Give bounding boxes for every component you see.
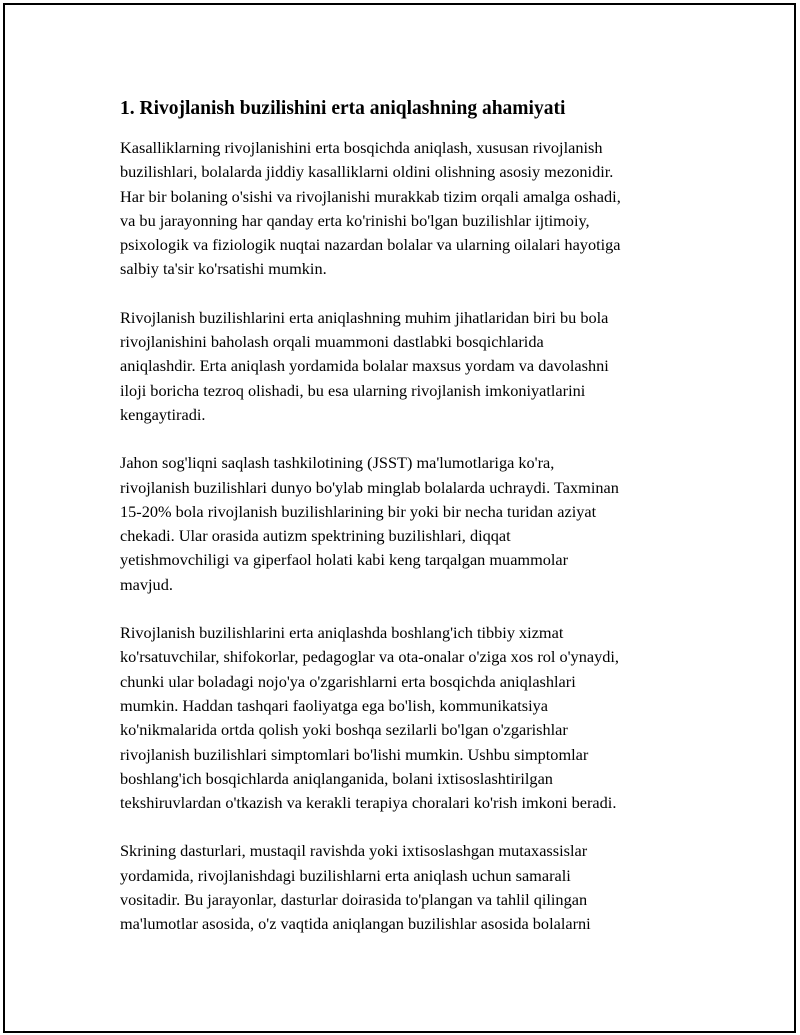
paragraph-line: rivojlanish buzilishlari simptomlari bo'lishi mumkin. Ushbu simptomlar xyxy=(120,744,589,764)
paragraph-line: ko'rsatuvchilar, shifokorlar, pedagoglar va ota-onalar o'ziga xos rol o'ynaydi, xyxy=(120,647,619,667)
paragraph-line: chekadi. Ular orasida autizm spektrining buzilishlari, diqqat xyxy=(120,526,511,546)
paragraph-line: ma'lumotlar asosida, o'z vaqtida aniqlangan buzilishlar asosida bolalarni xyxy=(120,914,591,934)
document-body xyxy=(120,97,695,961)
paragraph-line: vositadir. Bu jarayonlar, dasturlar doirasida to'plangan va tahlil qilingan xyxy=(120,890,588,910)
paragraph xyxy=(120,136,695,282)
paragraph-line: Skrining dasturlari, mustaqil ravishda yoki ixtisoslashgan mutaxassislar xyxy=(120,841,588,861)
paragraph xyxy=(120,621,695,815)
paragraph-line: psixologik va fiziologik nuqtai nazardan bolalar va ularning oilalari hayotiga xyxy=(120,235,621,255)
paragraph-line: aniqlashdir. Erta aniqlash yordamida bolalar maxsus yordam va davolashni xyxy=(120,356,609,376)
paragraph xyxy=(120,839,695,936)
paragraph-line: rivojlanish buzilishlari dunyo bo'ylab minglab bolalarda uchraydi. Taxminan xyxy=(120,477,619,497)
paragraph-line: salbiy ta'sir ko'rsatishi mumkin. xyxy=(120,259,327,279)
paragraph-line: kengaytiradi. xyxy=(120,404,206,424)
paragraph-line: Kasalliklarning rivojlanishini erta bosqichda aniqlash, xususan rivojlanish xyxy=(120,138,603,157)
paragraph-line: rivojlanishini baholash orqali muammoni dastlabki bosqichlarida xyxy=(120,332,544,352)
paragraph xyxy=(120,451,695,597)
paragraph-line: mumkin. Haddan tashqari faoliyatga ega bo'lish, kommunikatsiya xyxy=(120,695,548,715)
page-frame xyxy=(3,3,796,1033)
paragraph-list xyxy=(120,136,695,937)
paragraph-line: tekshiruvlardan o'tkazish va kerakli terapiya choralari ko'rish imkoni beradi. xyxy=(120,793,617,813)
paragraph-line: yordamida, rivojlanishdagi buzilishlarni erta aniqlash uchun samarali xyxy=(120,865,571,885)
paragraph-line: 15-20% bola rivojlanish buzilishlarining bir yoki bir necha turidan aziyat xyxy=(120,501,597,521)
paragraph-line: chunki ular boladagi nojo'ya o'zgarishlarni erta bosqichda aniqlashlari xyxy=(120,671,576,691)
paragraph-line: buzilishlari, bolalarda jiddiy kasalliklarni oldini olishning asosiy mezonidir. xyxy=(120,162,614,182)
paragraph-line: mavjud. xyxy=(120,574,173,594)
paragraph-line: Jahon sog'liqni saqlash tashkilotining (JSST) ma'lumotlariga ko'ra, xyxy=(120,453,555,473)
paragraph-line: ko'nikmalarida ortda qolish yoki boshqa sezilarli bo'lgan o'zgarishlar xyxy=(120,720,568,740)
paragraph-line: boshlang'ich bosqichlarda aniqlanganida, bolani ixtisoslashtirilgan xyxy=(120,768,553,788)
paragraph-line: iloji boricha tezroq olishadi, bu esa ularning rivojlanish imkoniyatlarini xyxy=(120,380,586,400)
paragraph-line: va bu jarayonning har qanday erta ko'rinishi bo'lgan buzilishlar ijtimoiy, xyxy=(120,210,590,230)
page-title: 1. Rivojlanish buzilishini erta aniqlashning ahamiyati xyxy=(120,98,566,119)
paragraph xyxy=(120,306,695,427)
paragraph-line: Har bir bolaning o'sishi va rivojlanishi murakkab tizim orqali amalga oshadi, xyxy=(120,186,621,206)
paragraph-line: Rivojlanish buzilishlarini erta aniqlashda boshlang'ich tibbiy xizmat xyxy=(120,623,564,643)
paragraph-line: yetishmovchiligi va giperfaol holati kabi keng tarqalgan muammolar xyxy=(120,550,569,570)
paragraph-line: Rivojlanish buzilishlarini erta aniqlashning muhim jihatlaridan biri bu bola xyxy=(120,307,609,327)
